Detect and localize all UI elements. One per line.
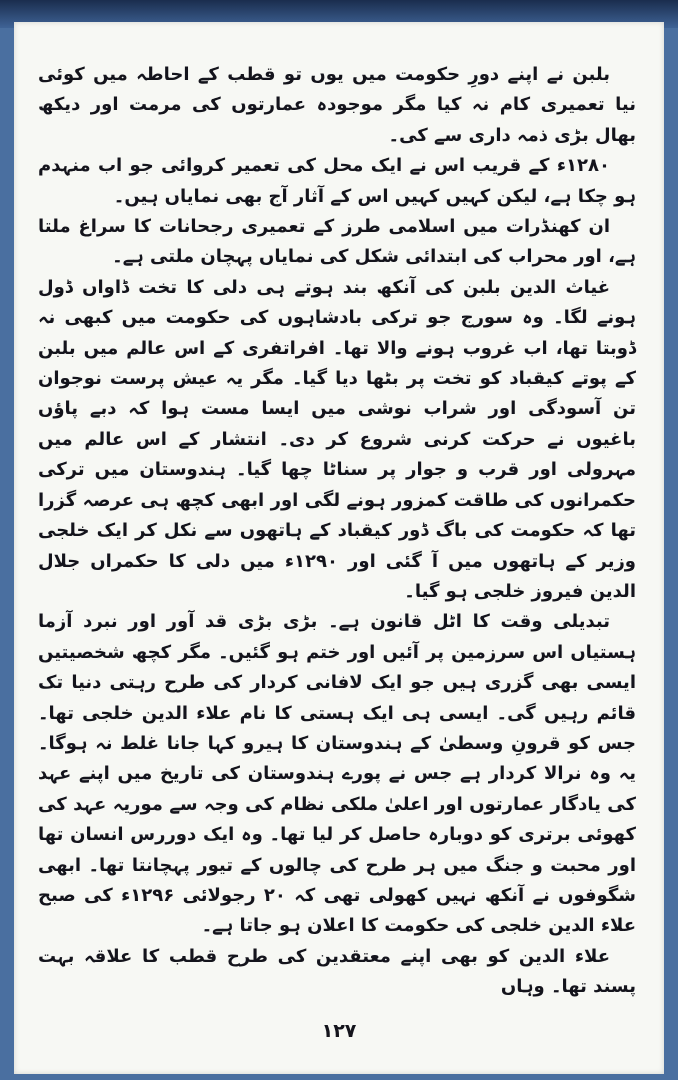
page-number: ۱۲۷ <box>321 1020 357 1042</box>
book-page <box>14 22 664 1074</box>
paragraph: ۱۲۸۰ء کے قریب اس نے ایک محل کی تعمیر کروائی جو اب منہدم ہو چکا ہے، لیکن کہیں کہیں اس کے آثار آج بھی نمایاں ہیں۔ <box>38 155 636 207</box>
paragraph: غیاث الدین بلبن کی آنکھ بند ہوتے ہی دلی کا تخت ڈاواں ڈول ہونے لگا۔ وہ سورج جو ترکی بادشاہوں کی حکومت میں کبھی نہ ڈوبتا تھا، اب غروب ہونے والا تھا۔ افراتفری کے اس عالم میں بلبن کے پوتے کیقباد کو تخت پر بٹھا دیا گیا۔ مگر یہ عیش پرست نوجوان تن آسودگی اور شراب نوشی میں ایسا مست ہوا کہ دبے پاؤں باغیوں نے حرکت کرنی شروع کر دی۔ انتشار کے اس عالم میں مہرولی اور قرب و جوار پر سناٹا چھا گیا۔ ہندوستان میں ترکی حکمرانوں کی طاقت کمزور ہونے لگی اور ابھی کچھ ہی عرصہ گزرا تھا کہ حکومت کی باگ ڈور کیقباد کے ہاتھوں سے نکل کر ایک خلجی وزیر کے ہاتھوں میں آ گئی اور ۱۲۹۰ء میں دلی کا حکمراں جلال الدین فیروز خلجی ہو گیا۔ <box>38 276 636 602</box>
paragraph: تبدیلی وقت کا اٹل قانون ہے۔ بڑی بڑی قد آور اور نبرد آزما ہستیاں اس سرزمین پر آئیں اور ختم ہو گئیں۔ مگر کچھ شخصیتیں ایسی بھی گزری ہیں جو ایک لافانی کردار کی طرح رہتی دنیا تک قائم رہیں گی۔ ایسی ہی ایک ہستی کا نام علاء الدین خلجی تھا۔ جس کو قرونِ وسطیٰ کے ہندوستان کا ہیرو کہا جانا غلط نہ ہوگا۔ یہ وہ نرالا کردار ہے جس نے پورے ہندوستان کی تاریخ میں اپنے عہد کی یادگار عمارتوں اور اعلیٰ ملکی نظام کی وجہ سے موریہ عہد کی کھوئی برتری کو دوبارہ حاصل کر لیا تھا۔ وہ ایک دوررس انسان تھا اور محبت و جنگ میں ہر طرح کی چالوں کے تیور پہچانتا تھا۔ ابھی شگوفوں نے آنکھ نہیں کھولی تھی کہ ۲۰ رجولائی ۱۲۹۶ء کی صبح علاء الدین خلجی کی حکومت کا اعلان ہو جاتا ہے۔ <box>38 611 636 937</box>
paragraph: علاء الدین کو بھی اپنے معتقدین کی طرح قطب کا علاقہ بہت پسند تھا۔ وہاں <box>38 945 636 998</box>
paragraph: بلبن نے اپنے دورِ حکومت میں یوں تو قطب کے احاطہ میں کوئی نیا تعمیری کام نہ کیا مگر موجودہ عمارتوں کی مرمت اور دیکھ بھال بڑی ذمہ داری سے کی۔ <box>38 64 636 146</box>
page-body-text <box>38 60 636 1003</box>
paragraph: ان کھنڈرات میں اسلامی طرز کے تعمیری رجحانات کا سراغ ملتا ہے، اور محراب کی ابتدائی شکل کی نمایاں پہچان ملتی ہے۔ <box>38 216 636 268</box>
